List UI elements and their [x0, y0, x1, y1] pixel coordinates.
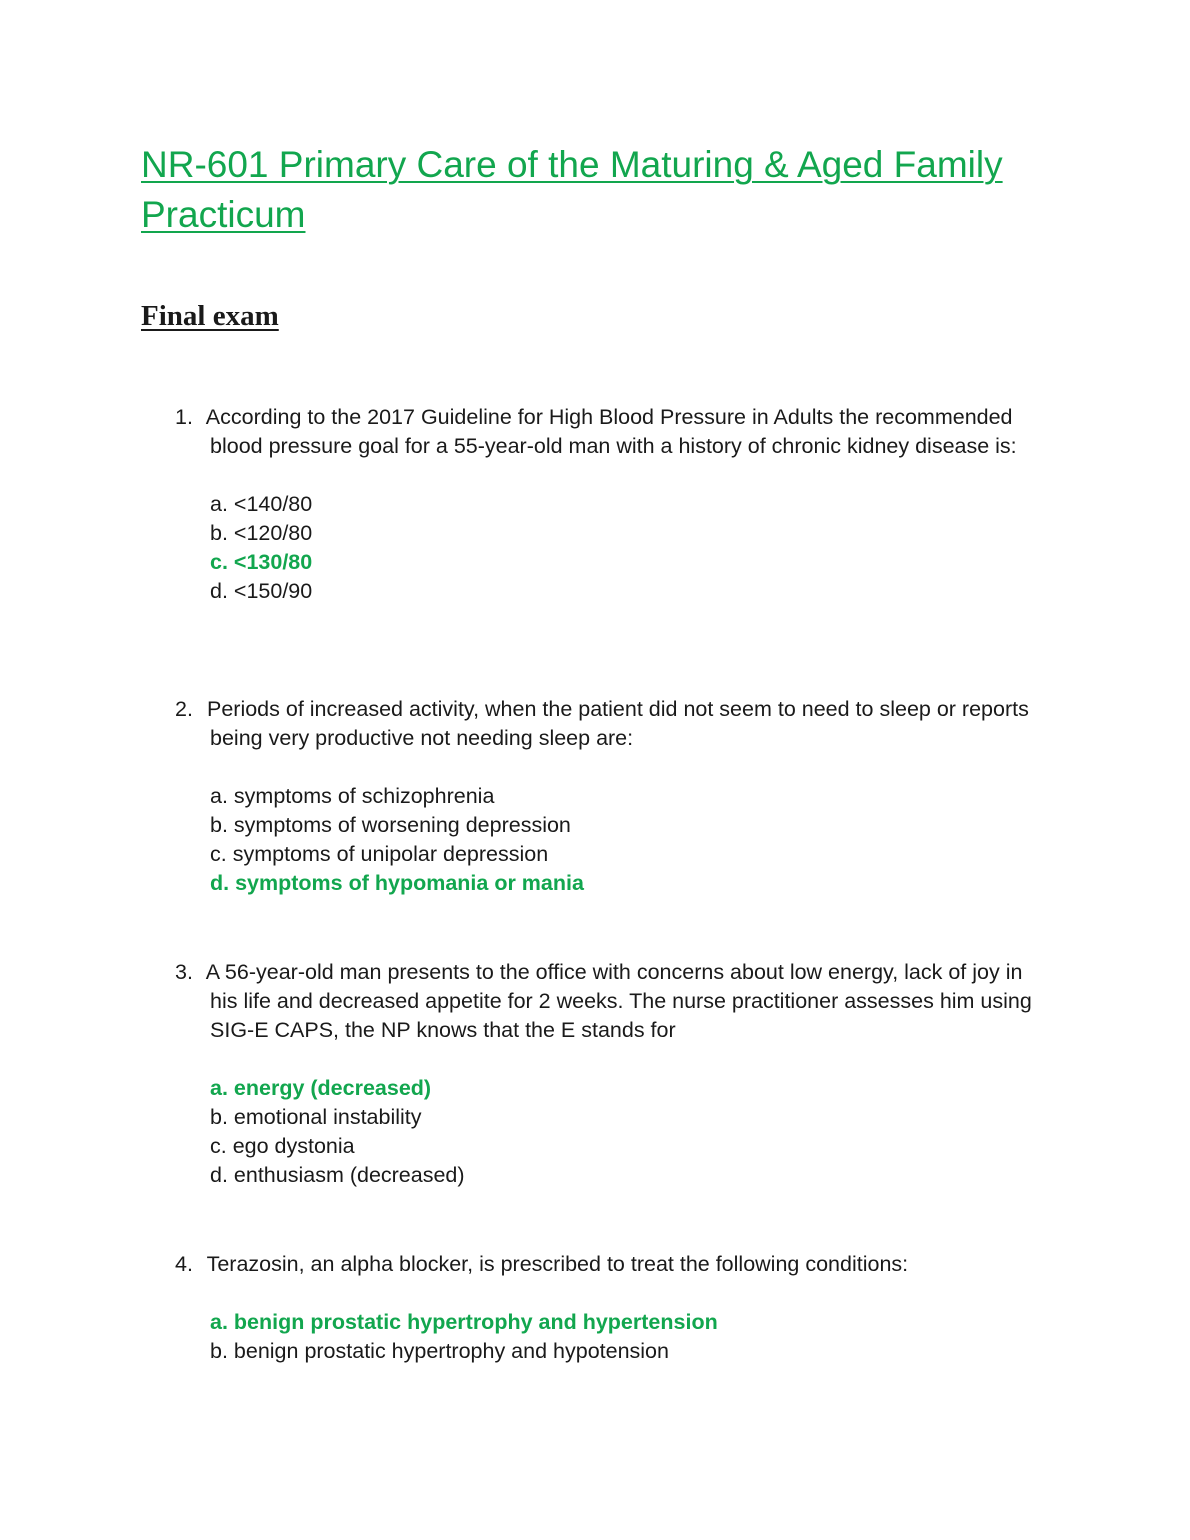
question-4: [175, 1250, 1055, 1366]
answer-options: [210, 490, 1055, 606]
answer-option: b. <120/80: [210, 521, 313, 545]
question-number: 1.: [175, 405, 193, 429]
answer-option-correct: d. symptoms of hypomania or mania: [210, 871, 584, 895]
question-text: A 56-year-old man presents to the office with concerns about low energy, lack of joy in his life and decreased appetite for 2 weeks. The nurse practitioner assesses him using SIG-E CAPS, the NP knows that the E stands for: [205, 960, 1032, 1042]
answer-option: c. symptoms of unipolar depression: [210, 842, 549, 866]
question-2: [175, 695, 1055, 898]
question-number: 3.: [175, 960, 193, 984]
answer-option-correct: a. benign prostatic hypertrophy and hypertension: [210, 1310, 718, 1334]
question-3: [175, 958, 1055, 1190]
answer-option: b. emotional instability: [210, 1105, 422, 1129]
question-number: 2.: [175, 697, 193, 721]
question-stem: [175, 403, 1055, 461]
answer-option: a. <140/80: [210, 492, 313, 516]
answer-options: [210, 1308, 1055, 1366]
section-heading: Final exam: [141, 300, 279, 332]
answer-option-correct: a. energy (decreased): [210, 1076, 432, 1100]
answer-option-correct: c. <130/80: [210, 550, 313, 574]
answer-option: b. benign prostatic hypertrophy and hypotension: [210, 1339, 669, 1363]
question-text: Terazosin, an alpha blocker, is prescribed to treat the following conditions:: [206, 1252, 909, 1276]
answer-options: [210, 1074, 1055, 1190]
answer-option: d. enthusiasm (decreased): [210, 1163, 465, 1187]
document-title: NR-601 Primary Care of the Maturing & Aged Family Practicum: [141, 144, 1003, 235]
answer-option: d. <150/90: [210, 579, 313, 603]
question-text: According to the 2017 Guideline for High Blood Pressure in Adults the recommended blood pressure goal for a 55-year-old man with a history of chronic kidney disease is:: [205, 405, 1017, 458]
question-stem: [175, 1250, 1055, 1279]
question-text: Periods of increased activity, when the patient did not seem to need to sleep or reports being very productive not needing sleep are:: [206, 697, 1029, 750]
question-1: [175, 403, 1055, 606]
answer-option: a. symptoms of schizophrenia: [210, 784, 495, 808]
question-stem: [175, 958, 1055, 1045]
question-number: 4.: [175, 1252, 193, 1276]
answer-option: b. symptoms of worsening depression: [210, 813, 571, 837]
answer-options: [210, 782, 1055, 898]
question-stem: [175, 695, 1055, 753]
answer-option: c. ego dystonia: [210, 1134, 355, 1158]
